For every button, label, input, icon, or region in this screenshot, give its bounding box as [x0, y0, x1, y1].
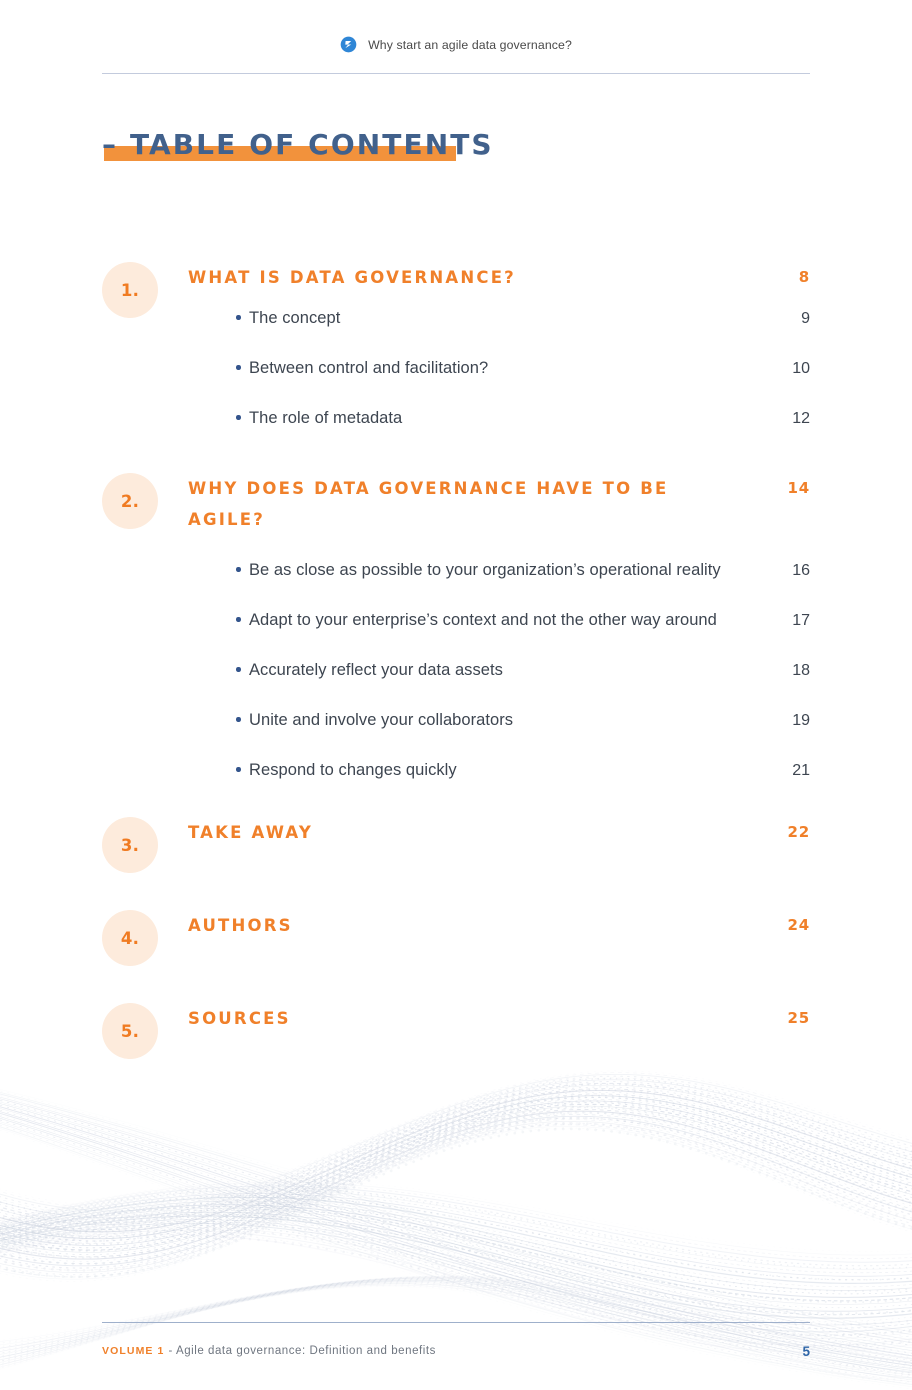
- toc-subitem-label: Accurately reflect your data assets: [249, 661, 503, 679]
- section-page-number: 14: [787, 479, 810, 497]
- toc-section-header[interactable]: [102, 262, 810, 300]
- section-page-number: 22: [787, 823, 810, 841]
- section-title: AUTHORS: [188, 916, 293, 935]
- toc-subitem-page-number: 10: [792, 360, 810, 377]
- section-title: SOURCES: [188, 1009, 291, 1028]
- toc-subitem-page-number: 12: [792, 410, 810, 427]
- bullet-icon: [236, 365, 241, 370]
- section-title: WHAT IS DATA GOVERNANCE?: [188, 268, 516, 287]
- toc-subitem[interactable]: [102, 709, 810, 737]
- section-title: TAKE AWAY: [188, 823, 313, 842]
- toc-subitem-label: The role of metadata: [249, 409, 403, 427]
- toc-subitem[interactable]: [102, 609, 810, 637]
- toc-subitem-page-number: 19: [792, 712, 810, 729]
- bullet-icon: [236, 567, 241, 572]
- toc-subitem-label: Be as close as possible to your organization’s operational reality: [249, 561, 721, 579]
- toc-subitem[interactable]: [102, 357, 810, 385]
- toc-section-header[interactable]: [102, 1003, 810, 1041]
- header-divider: [102, 73, 810, 74]
- toc-subitem-page-number: 16: [792, 562, 810, 579]
- toc-subitem[interactable]: [102, 407, 810, 435]
- toc-section-header[interactable]: [102, 473, 810, 535]
- footer-volume: VOLUME 1: [102, 1345, 165, 1357]
- footer-divider: [102, 1322, 810, 1323]
- toc-section-header[interactable]: [102, 817, 810, 855]
- section-number-badge: 2.: [102, 473, 158, 529]
- bullet-icon: [236, 717, 241, 722]
- toc-subitem-label: The concept: [249, 309, 341, 327]
- zeenea-circle-icon: [340, 36, 357, 53]
- bullet-icon: [236, 415, 241, 420]
- toc-subitem[interactable]: [102, 559, 810, 587]
- bullet-icon: [236, 667, 241, 672]
- section-page-number: 25: [787, 1009, 810, 1027]
- toc-section-header[interactable]: [102, 910, 810, 948]
- toc-subitem-label: Respond to changes quickly: [249, 761, 457, 779]
- toc-subitem-page-number: 21: [792, 762, 810, 779]
- table-of-contents: [102, 262, 810, 1041]
- toc-subitem-label: Unite and involve your collaborators: [249, 711, 514, 729]
- section-number-badge: 4.: [102, 910, 158, 966]
- section-number-badge: 1.: [102, 262, 158, 318]
- page-title: – TABLE OF CONTENTS: [102, 128, 494, 161]
- section-number-badge: 3.: [102, 817, 158, 873]
- toc-subitem-list: [102, 559, 810, 787]
- toc-subitem-page-number: 17: [792, 612, 810, 629]
- page-title-wrap: [102, 128, 494, 162]
- footer-description: - Agile data governance: Definition and benefits: [168, 1345, 436, 1357]
- section-page-number: 8: [798, 268, 810, 286]
- toc-subitem-page-number: 9: [801, 310, 810, 327]
- header-inner: [340, 36, 572, 53]
- toc-subitem-label: Adapt to your enterprise’s context and not the other way around: [249, 611, 717, 629]
- section-page-number: 24: [787, 916, 810, 934]
- toc-section: [102, 910, 810, 948]
- toc-section: [102, 1003, 810, 1041]
- bullet-icon: [236, 315, 241, 320]
- document-footer: [102, 1340, 810, 1362]
- toc-section: [102, 473, 810, 787]
- bullet-icon: [236, 767, 241, 772]
- toc-subitem[interactable]: [102, 307, 810, 335]
- section-title: WHY DOES DATA GOVERNANCE HAVE TO BE AGILE?: [188, 479, 669, 529]
- section-number-badge: 5.: [102, 1003, 158, 1059]
- toc-subitem[interactable]: [102, 659, 810, 687]
- toc-section: [102, 262, 810, 435]
- header-title: Why start an agile data governance?: [368, 37, 572, 52]
- toc-subitem-list: [102, 307, 810, 435]
- bullet-icon: [236, 617, 241, 622]
- toc-section: [102, 817, 810, 855]
- footer-page-number: 5: [802, 1343, 810, 1359]
- toc-subitem[interactable]: [102, 759, 810, 787]
- toc-subitem-label: Between control and facilitation?: [249, 359, 489, 377]
- toc-subitem-page-number: 18: [792, 662, 810, 679]
